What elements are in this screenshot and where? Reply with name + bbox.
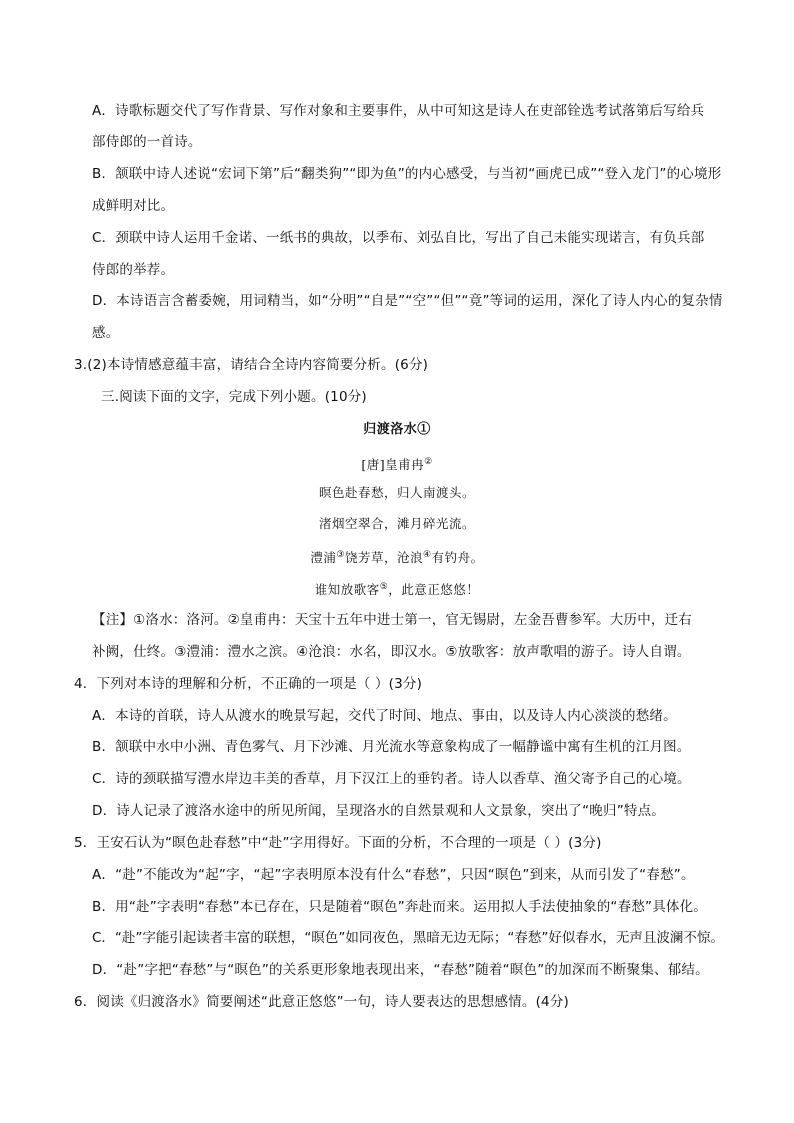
poem-line-2: 渚烟空翠合，滩月碎光流。 [318, 516, 475, 531]
q2-option-c-line1: C．颈联中诗人运用千金诺、一纸书的典故，以季布、刘弘自比，写出了自己未能实现诺言，有负兵部 [92, 230, 705, 246]
q4-option-c: C．诗的颈联描写澧水岸边丰美的香草，月下汉江上的垂钓者。诗人以香草、渔父寄予自己的心境。 [92, 771, 691, 787]
q4-option-d: D．诗人记录了渡洛水途中的所见所闻，呈现洛水的自然景观和人文景象，突出了“晚归”特点。 [92, 803, 665, 819]
q2-option-d-line1: D．本诗语言含蓄委婉，用词精当，如“分明”“自是”“空”“但”“竟”等词的运用，深化了诗人内心的复杂情 [92, 293, 723, 309]
question-3: 3.(2)本诗情感意蕴丰富，请结合全诗内容简要分析。(6分) [74, 357, 429, 373]
q5-option-c: C．“赴”字能引起读者丰富的联想，“暝色”如同夜色，黑暗无边无际；“春愁”好似春水，无声且波澜不惊。 [92, 930, 724, 946]
poem-line-4: 谁知放歌客⑤，此意正悠悠！ [314, 582, 480, 597]
q2-option-c-line2: 侍郎的举荐。 [92, 262, 175, 278]
q2-option-a-line1: A．诗歌标题交代了写作背景、写作对象和主要事件，从中可知这是诗人在吏部铨选考试落第后写给兵 [92, 103, 705, 119]
poem-line-1: 暝色赴春愁，归人南渡头。 [318, 485, 475, 500]
poem-notes-line2: 补阙，仕终。③澧浦：澧水之滨。④沧浪：水名，即汉水。⑤放歌客：放声歌唱的游子。诗人自谓。 [92, 644, 691, 660]
poem-author: [唐]皇甫冉② [361, 457, 433, 472]
q2-option-a-line2: 部侍郎的一首诗。 [92, 134, 202, 150]
q5-option-d: D．“赴”字把“春愁”与“暝色”的关系更形象地表现出来，“春愁”随着“暝色”的加深而不断聚集、郁结。 [92, 962, 709, 978]
section-3-heading: 三.阅读下面的文字，完成下列小题。(10分) [101, 389, 367, 405]
q2-option-b-line1: B．颔联中诗人述说“宏词下第”后“翻类狗”“即为鱼”的内心感受，与当初“画虎已成”“登入龙门”的心境形 [92, 166, 722, 182]
poem-notes-line1: 【注】①洛水：洛河。②皇甫冉：天宝十五年中进士第一，官无锡尉，左金吾曹参军。大历中，迁右 [92, 612, 693, 628]
q5-option-b: B．用“赴”字表明“春愁”本已存在，只是随着“暝色”奔赴而来。运用拟人手法使抽象的“春愁”具体化。 [92, 899, 708, 915]
poem-line-3: 澧浦③饶芳草，沧浪④有钓舟。 [310, 550, 484, 565]
q4-option-b: B．颔联中水中小洲、青色雾气、月下沙滩、月光流水等意象构成了一幅静谧中寓有生机的江月图。 [92, 739, 691, 755]
q4-option-a: A．本诗的首联，诗人从渡水的晚景写起，交代了时间、地点、事由，以及诗人内心淡淡的愁绪。 [92, 708, 677, 724]
question-5-stem: 5．王安石认为“暝色赴春愁”中“赴”字用得好。下面的分析，不合理的一项是（ ）(3分) [74, 835, 602, 851]
q2-option-d-line2: 感。 [92, 325, 120, 341]
poem-title: 归渡洛水① [363, 422, 431, 437]
q2-option-b-line2: 成鲜明对比。 [92, 198, 175, 214]
question-6: 6．阅读《归渡洛水》简要阐述“此意正悠悠”一句，诗人要表达的思想感情。(4分) [74, 994, 569, 1010]
question-4-stem: 4．下列对本诗的理解和分析，不正确的一项是（ ）(3分) [74, 676, 423, 692]
q5-option-a: A．“赴”不能改为“起”字，“起”字表明原本没有什么“春愁”，只因“暝色”到来，从而引发了“春愁”。 [92, 867, 695, 883]
